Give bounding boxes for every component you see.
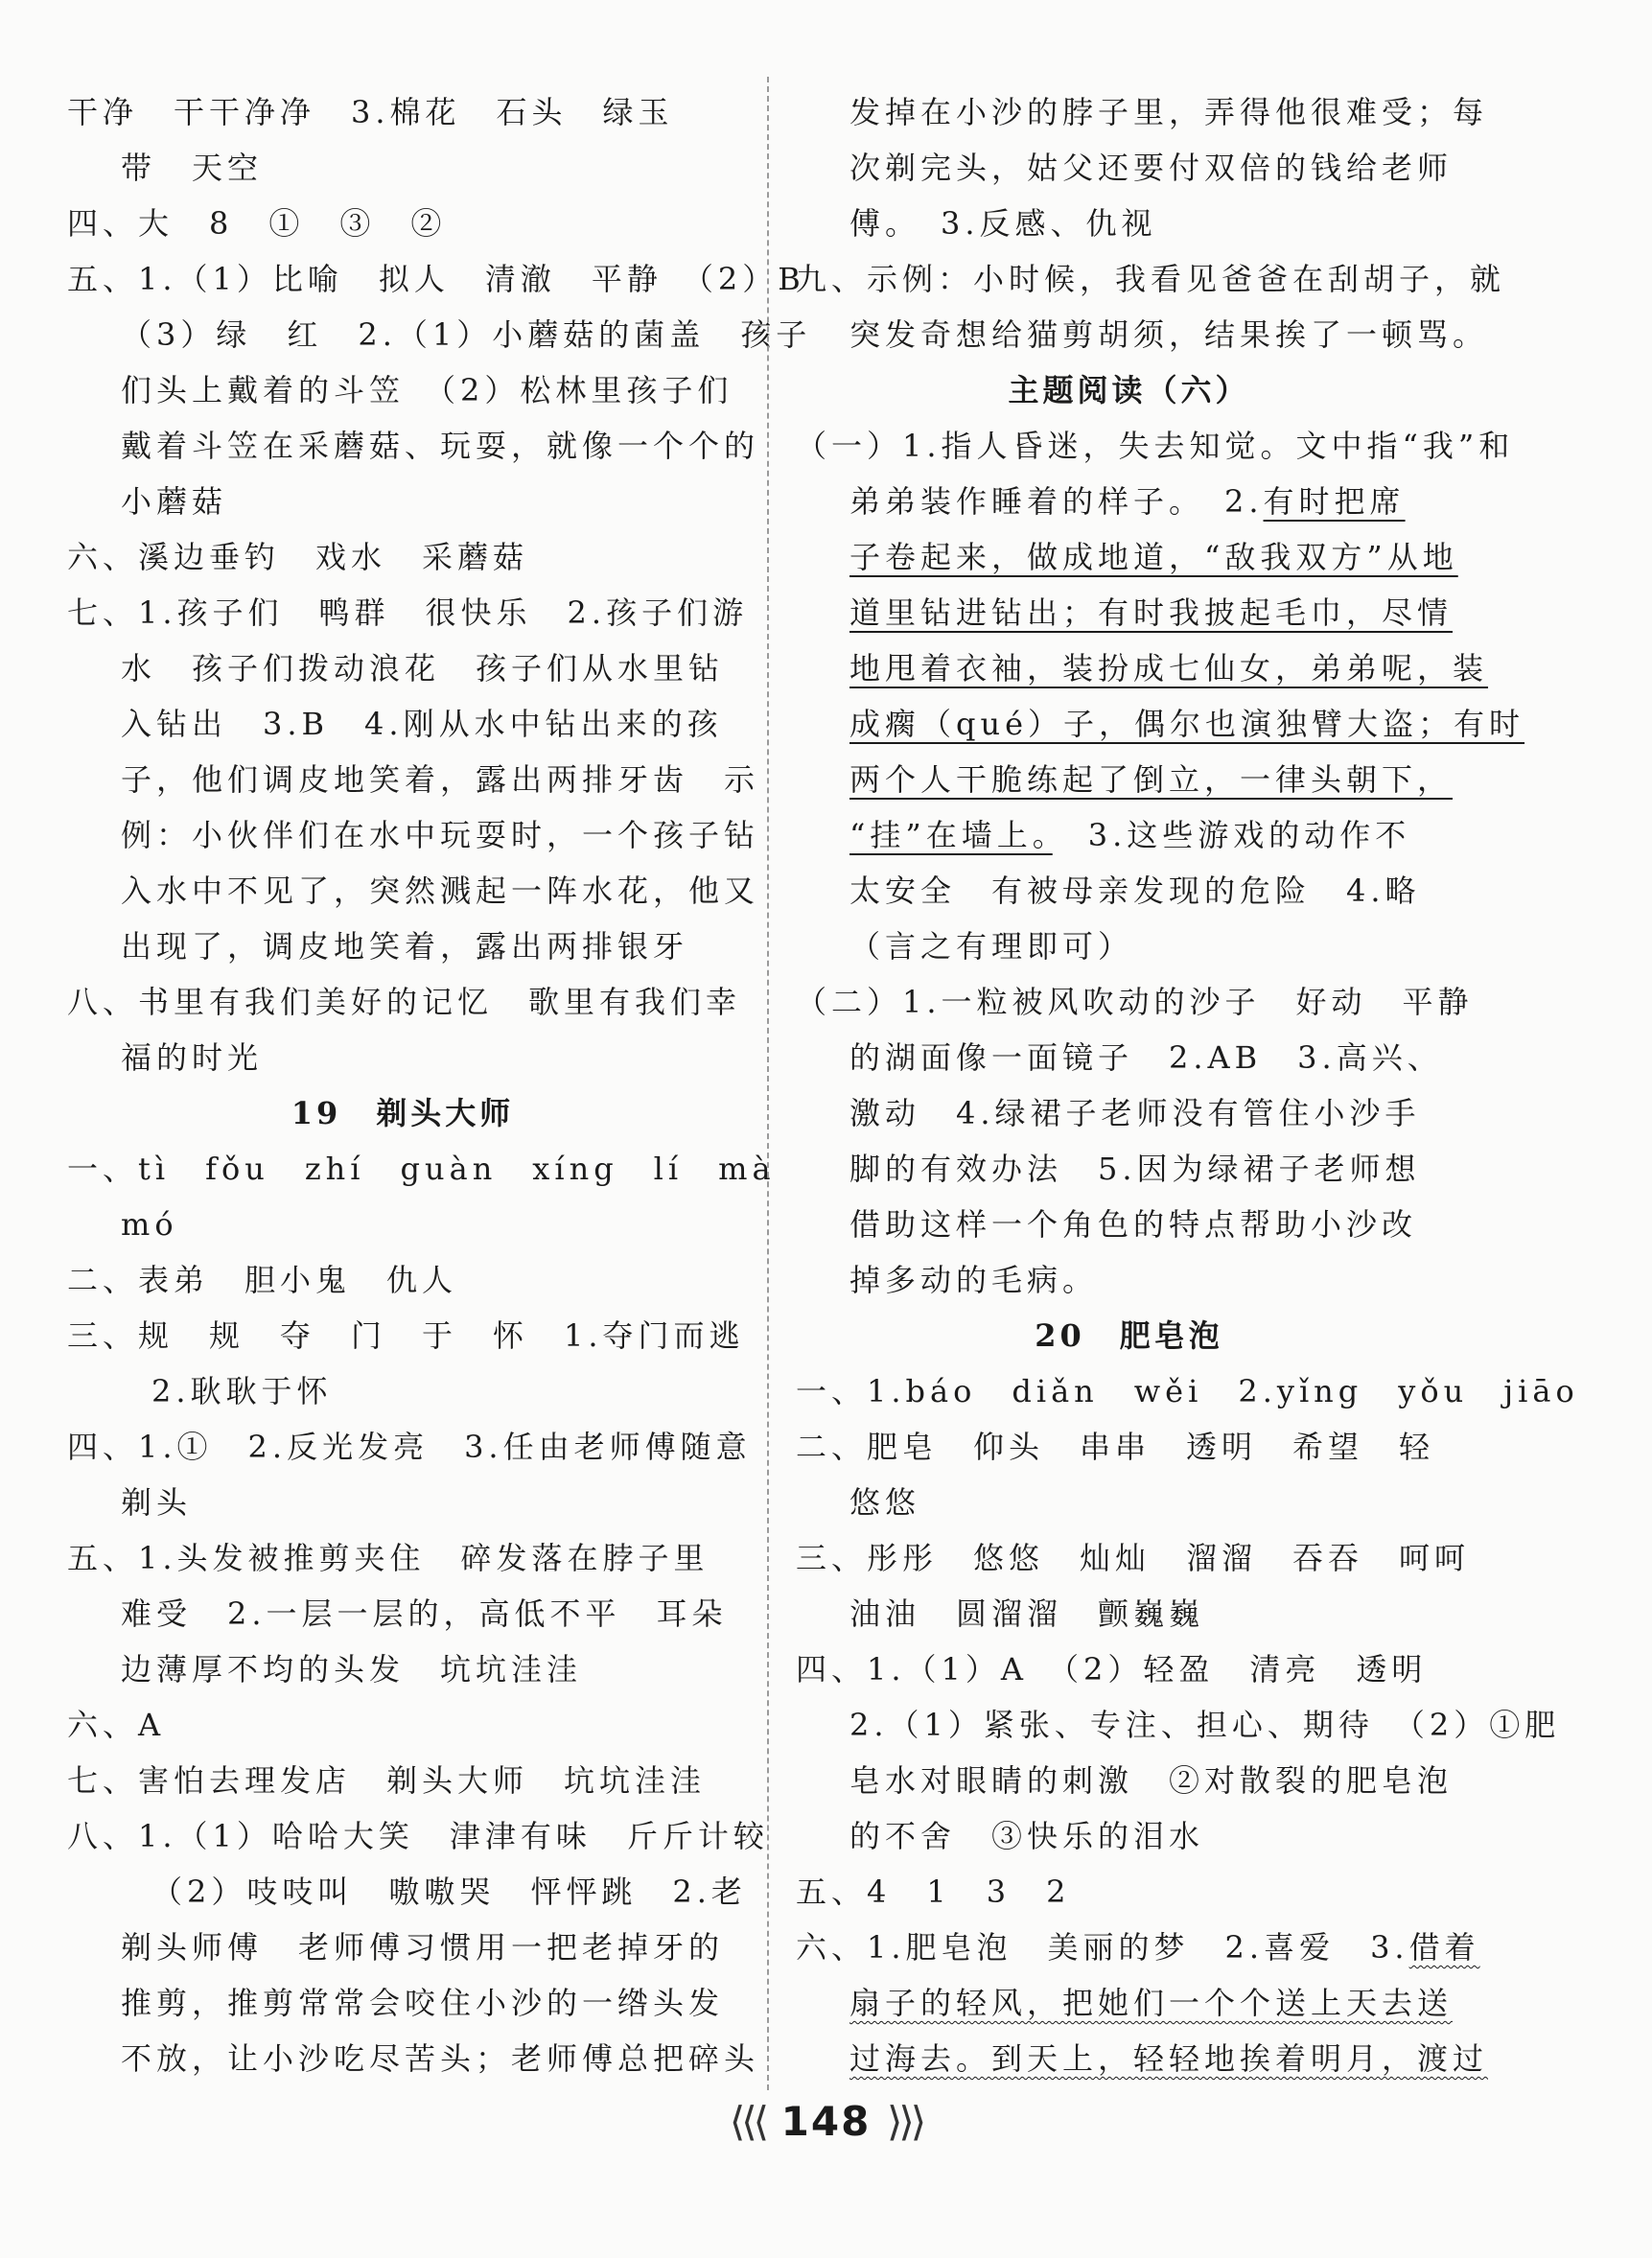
underlined-text: 地甩着衣袖，装扮成七仙女，弟弟呢，装 bbox=[849, 650, 1489, 687]
answer-text: 3.这些游戏的动作不 bbox=[1052, 817, 1411, 853]
answer-line: 干净 干干净净 3.棉花 石头 绿玉 bbox=[67, 94, 674, 130]
answer-line: 八、1.（1）哈哈大笑 津津有味 斤斤计较 bbox=[67, 1818, 769, 1854]
answer-line: 油油 圆溜溜 颤巍巍 bbox=[849, 1595, 1205, 1632]
wavy-underlined-text: 借着 bbox=[1408, 1929, 1480, 1966]
answer-line bbox=[796, 1920, 1480, 1975]
answer-line: mó bbox=[121, 1206, 178, 1243]
theme-reading-title: 主题阅读（六） bbox=[1008, 372, 1250, 408]
answer-line: 例：小伙伴们在水中玩耍时，一个孩子钻 bbox=[121, 817, 760, 853]
answer-line: 的湖面像一面镜子 2.AB 3.高兴、 bbox=[849, 1039, 1443, 1076]
answer-line: 水 孩子们拨动浪花 孩子们从水里钻 bbox=[121, 650, 725, 687]
left-bracket-icon: ⟨⟨⟨ bbox=[729, 2098, 766, 2145]
answer-line: 2.耿耿于怀 bbox=[151, 1373, 333, 1409]
right-bracket-icon: ⟩⟩⟩ bbox=[886, 2098, 923, 2145]
lesson-19-title: 19 剃头大师 bbox=[291, 1095, 515, 1131]
column-divider bbox=[767, 77, 769, 2090]
wavy-underlined-text: 扇子的轻风，把她们一个个送上天去送 bbox=[849, 1985, 1454, 2021]
answer-line: 借助这样一个角色的特点帮助小沙改 bbox=[849, 1206, 1418, 1243]
answer-line: 脚的有效办法 5.因为绿裙子老师想 bbox=[849, 1151, 1421, 1187]
answer-line: 三、规 规 夺 门 于 怀 1.夺门而逃 bbox=[67, 1317, 745, 1354]
answer-line: 的不舍 ③快乐的泪水 bbox=[849, 1818, 1205, 1854]
answer-line: 入水中不见了，突然溅起一阵水花，他又 bbox=[121, 873, 760, 909]
answer-line: 二、肥皂 仰头 串串 透明 希望 轻 bbox=[796, 1429, 1435, 1465]
answer-line: 一、tì fǒu zhí guàn xíng lí mà bbox=[67, 1151, 776, 1187]
answer-line: 四、大 8 ① ③ ② bbox=[67, 205, 447, 242]
page-number bbox=[0, 2098, 1652, 2145]
answer-line: 傅。 3.反感、仇视 bbox=[849, 205, 1157, 242]
answer-line: 皂水对眼睛的刺激 ②对散裂的肥皂泡 bbox=[849, 1762, 1454, 1799]
answer-line: 2.（1）紧张、专注、担心、期待 （2）①肥 bbox=[849, 1707, 1561, 1743]
answer-line bbox=[796, 585, 1462, 640]
answer-line: 难受 2.一层一层的，高低不平 耳朵 bbox=[121, 1595, 728, 1632]
answer-text: 六、1.肥皂泡 美丽的梦 2.喜爱 3. bbox=[796, 1929, 1409, 1966]
answer-line: 五、4 1 3 2 bbox=[796, 1874, 1071, 1910]
answer-line: 六、A bbox=[67, 1707, 166, 1743]
lesson-20-title: 20 肥皂泡 bbox=[1035, 1317, 1223, 1354]
underlined-text: 两个人干脆练起了倒立，一律头朝下， bbox=[849, 761, 1454, 798]
answer-line: 发掉在小沙的脖子里，弄得他很难受；每 bbox=[849, 94, 1489, 130]
answer-line bbox=[796, 529, 1462, 585]
answer-line: 七、1.孩子们 鸭群 很快乐 2.孩子们游 bbox=[67, 594, 749, 631]
answer-line: 推剪，推剪常常会咬住小沙的一绺头发 bbox=[121, 1985, 725, 2021]
answer-line: 九、示例：小时候，我看见爸爸在刮胡子，就 bbox=[796, 261, 1506, 297]
answer-line: 二、表弟 胆小鬼 仇人 bbox=[67, 1262, 458, 1298]
underlined-text: 有时把席 bbox=[1263, 483, 1406, 520]
answer-line bbox=[796, 474, 1462, 529]
answer-line: 剃头 bbox=[121, 1484, 193, 1521]
answer-line: 入钻出 3.B 4.刚从水中钻出来的孩 bbox=[121, 706, 723, 742]
answer-line: 子，他们调皮地笑着，露出两排牙齿 示 bbox=[121, 761, 760, 798]
answer-line: 福的时光 bbox=[121, 1039, 264, 1076]
answer-line: 三、彤彤 悠悠 灿灿 溜溜 吞吞 呵呵 bbox=[796, 1540, 1471, 1576]
underlined-text: 成瘸（qué）子，偶尔也演独臂大盗；有时 bbox=[849, 706, 1525, 742]
answer-line: 剃头师傅 老师傅习惯用一把老掉牙的 bbox=[121, 1929, 725, 1966]
answer-line: （二）1.一粒被风吹动的沙子 好动 平静 bbox=[796, 984, 1474, 1020]
answer-line: 不放，让小沙吃尽苦头；老师傅总把碎头 bbox=[121, 2040, 760, 2077]
answer-line: 太安全 有被母亲发现的危险 4.略 bbox=[849, 873, 1421, 909]
answer-line bbox=[796, 640, 1489, 696]
answer-line bbox=[796, 1975, 1462, 2031]
underlined-text: 子卷起来，做成地道，“敌我双方”从地 bbox=[849, 539, 1458, 575]
answer-line: 掉多动的毛病。 bbox=[849, 1262, 1099, 1298]
wavy-underlined-text: 过海去。到天上，轻轻地挨着明月，渡过 bbox=[849, 2040, 1489, 2077]
answer-line bbox=[796, 752, 1462, 807]
answer-line: 们头上戴着的斗笠 （2）松林里孩子们 bbox=[121, 372, 733, 408]
answer-line bbox=[796, 696, 1525, 752]
answer-line: 四、1.① 2.反光发亮 3.任由老师傅随意 bbox=[67, 1429, 752, 1465]
answer-line: 八、书里有我们美好的记忆 歌里有我们幸 bbox=[67, 984, 742, 1020]
underlined-text: “挂”在墙上。 bbox=[849, 817, 1053, 853]
answer-line: 带 天空 bbox=[121, 150, 264, 186]
answer-line: （2）吱吱叫 嗷嗷哭 怦怦跳 2.老 bbox=[151, 1874, 747, 1910]
answer-line: 五、1.（1）比喻 拟人 清澈 平静 （2）B bbox=[67, 261, 805, 297]
answer-line bbox=[796, 2031, 1489, 2086]
answer-line: 五、1.头发被推剪夹住 碎发落在脖子里 bbox=[67, 1540, 710, 1576]
page-number-value: 148 bbox=[780, 2098, 872, 2145]
answer-line: 悠悠 bbox=[849, 1484, 921, 1521]
answer-text: 弟弟装作睡着的样子。 2. bbox=[849, 483, 1264, 520]
answer-line: （3）绿 红 2.（1）小蘑菇的菌盖 孩子 bbox=[121, 316, 812, 353]
answer-line: 边薄厚不均的头发 坑坑洼洼 bbox=[121, 1651, 583, 1688]
answer-line: 四、1.（1）A （2）轻盈 清亮 透明 bbox=[796, 1651, 1428, 1688]
answer-line: 七、害怕去理发店 剃头大师 坑坑洼洼 bbox=[67, 1762, 707, 1799]
underlined-text: 道里钻进钻出；有时我披起毛巾，尽情 bbox=[849, 594, 1454, 631]
answer-line: 六、溪边垂钓 戏水 采蘑菇 bbox=[67, 539, 529, 575]
right-column bbox=[796, 84, 1579, 2086]
answer-line: 一、1.báo diǎn wěi 2.yǐng yǒu jiāo bbox=[796, 1373, 1579, 1409]
answer-line: 次剃完头，姑父还要付双倍的钱给老师 bbox=[849, 150, 1454, 186]
answer-line: 突发奇想给猫剪胡须，结果挨了一顿骂。 bbox=[849, 316, 1489, 353]
answer-line: 激动 4.绿裙子老师没有管住小沙手 bbox=[849, 1095, 1421, 1131]
left-column bbox=[67, 84, 812, 2086]
answer-line: 戴着斗笠在采蘑菇、玩耍，就像一个个的 bbox=[121, 428, 760, 464]
answer-line: 出现了，调皮地笑着，露出两排银牙 bbox=[121, 928, 689, 965]
answer-line: （一）1.指人昏迷，失去知觉。文中指“我”和 bbox=[796, 428, 1515, 464]
answer-line: 小蘑菇 bbox=[121, 483, 228, 520]
answer-line bbox=[796, 807, 1462, 863]
answer-line: （言之有理即可） bbox=[849, 928, 1134, 965]
